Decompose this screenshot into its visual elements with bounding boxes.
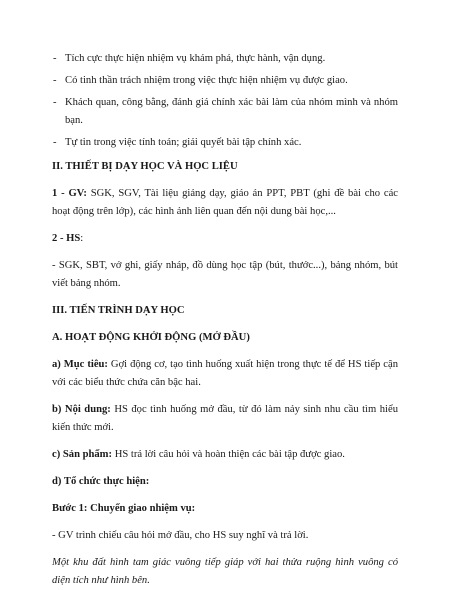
- list-item: - Tích cực thực hiện nhiệm vụ khám phá, thực hành, vận dụng.: [53, 53, 326, 64]
- muc-tieu-label: a) Mục tiêu:: [52, 359, 108, 370]
- gv-text: SGK, SGV, Tài liệu giảng dạy, giáo án PPT, PBT (ghi đề bài cho các hoạt động trên lớp), các hình ảnh liên quan đến nội dung bài học,...: [52, 188, 398, 217]
- san-pham-label: c) Sản phẩm:: [52, 449, 113, 460]
- paragraph-noi-dung: [52, 401, 398, 437]
- document-page: [52, 50, 398, 590]
- list-item-text: Có tinh thần trách nhiệm trong việc thực hiện nhiệm vụ được giao.: [65, 75, 348, 86]
- objectives-list: [52, 50, 398, 152]
- step1-heading: Bước 1: Chuyển giao nhiệm vụ:: [52, 503, 196, 514]
- activity-heading: A. HOẠT ĐỘNG KHỞI ĐỘNG (MỞ ĐẦU): [52, 332, 250, 343]
- noi-dung-text: HS đọc tình huống mở đầu, từ đó làm nảy sinh nhu cầu tìm hiểu kiến thức mới.: [52, 404, 398, 433]
- list-item: - Có tinh thần trách nhiệm trong việc thực hiện nhiệm vụ được giao.: [53, 75, 348, 86]
- list-item: - Khách quan, công bằng, đánh giá chính xác bài làm của nhóm mình và nhóm bạn.: [53, 97, 398, 126]
- paragraph-hs-text: - SGK, SBT, vở ghi, giấy nháp, đồ dùng học tập (bút, thước...), bảng nhóm, bút viết bảng nhóm.: [52, 260, 398, 289]
- hs-colon: :: [80, 233, 84, 244]
- section-heading-process: III. TIẾN TRÌNH DẠY HỌC: [52, 305, 185, 316]
- noi-dung-label: b) Nội dung:: [52, 404, 111, 415]
- hs-label: 2 - HS: [52, 233, 81, 244]
- problem-statement: Một khu đất hình tam giác vuông tiếp giáp với hai thửa ruộng hình vuông có diện tích như hình bên.: [52, 557, 398, 586]
- paragraph-san-pham: [52, 446, 398, 464]
- list-item-text: Tích cực thực hiện nhiệm vụ khám phá, thực hành, vận dụng.: [65, 53, 326, 64]
- san-pham-text: HS trả lời câu hỏi và hoàn thiện các bài tập được giao.: [112, 449, 345, 460]
- gv-label: 1 - GV:: [52, 188, 87, 199]
- paragraph-gv: [52, 185, 398, 221]
- paragraph-hs-label: [52, 230, 398, 248]
- list-item-text: Tự tin trong việc tính toán; giải quyết bài tập chính xác.: [65, 137, 302, 148]
- to-chuc-heading: d) Tổ chức thực hiện:: [52, 476, 150, 487]
- section-heading-equipment: II. THIẾT BỊ DẠY HỌC VÀ HỌC LIỆU: [52, 161, 238, 172]
- muc-tieu-text: Gợi động cơ, tạo tình huống xuất hiện trong thực tế để HS tiếp cận với các biểu thức chứa căn bậc hai.: [52, 359, 398, 388]
- step1-text: - GV trình chiếu câu hỏi mở đầu, cho HS suy nghĩ và trả lời.: [52, 530, 309, 541]
- list-item: - Tự tin trong việc tính toán; giải quyết bài tập chính xác.: [53, 137, 302, 148]
- paragraph-muc-tieu: [52, 356, 398, 392]
- list-item-text: Khách quan, công bằng, đánh giá chính xác bài làm của nhóm mình và nhóm bạn.: [65, 97, 398, 126]
